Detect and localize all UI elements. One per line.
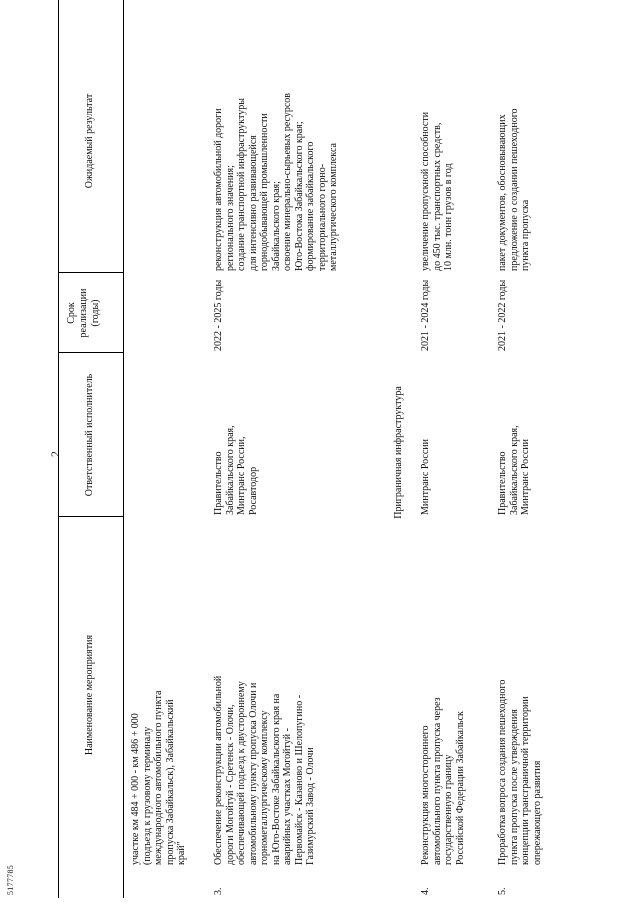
table-top-border (58, 0, 59, 898)
header-executor: Ответственный исполнитель (84, 373, 95, 497)
row-4-result: увеличение пропускной способности до 450 тыс. транспортных средств, 10 млн. тонн грузов в год (420, 111, 454, 271)
row-3-term: 2022 - 2025 годы (213, 279, 224, 351)
row-5-result: пакет документов, обосновывающих предложение о создании пешеходного пункта пропуска (497, 108, 531, 271)
row-3-result: реконструкция автомобильной дороги регионального значения; создание транспортной инфраструктуры для интенсивно развивающейся горнодобывающей промышленности Забайкальского края; освоение минерально-сырьевых ресурсов Юго-Востока Забайкальского края; формирование забайкальского территориального горно- металлургического комплекса (213, 92, 339, 271)
row-3-executor: Правительство Забайкальского края, Минтранс России, Росавтодор (213, 425, 259, 515)
continued-row-name: участке км 484 + 000 - км 486 + 000 (подъезд к грузовому терминалу международного автомобильного пункта пропуска Забайкальск), Забайкальский край" (130, 690, 187, 865)
col-divider-term-result (58, 272, 123, 273)
row-3-number: 3. (213, 887, 224, 895)
row-3-name: Обеспечение реконструкции автомобильной дороги Могойтуй - Сретенск - Олочи, обеспечивающей подъезд к двустороннему автомобильному пункту пропуска Олочи и горнометаллургическому комплексу на Юго-Востоке Забайкальского края на аварийных участках Могойтуй - Первомайск - Казаново и Шелопугино - Газимурский Завод - Олочи (213, 675, 316, 865)
row-5-term: 2021 - 2022 годы (497, 279, 508, 351)
row-5-name: Проработка вопроса создания пешеходного пункта пропуска после утверждения концепции трансграничной территории опережающего развития (497, 679, 543, 865)
col-divider-name-executor (58, 516, 123, 517)
section-title: Приграничная инфраструктура (393, 386, 404, 519)
row-4-number: 4. (420, 887, 431, 895)
header-name: Наименование мероприятия (84, 634, 95, 756)
row-5-executor: Правительство Забайкальского края, Минтранс России (497, 425, 531, 515)
header-term: Срок реализации (годы) (66, 288, 101, 338)
table-header-bottom-border (123, 0, 124, 898)
row-4-name: Реконструкция многостороннего автомобильного пункта пропуска через государственную границу Российской Федерации Забайкальск (420, 697, 466, 865)
row-4-executor: Минтранс России (420, 439, 431, 515)
col-divider-executor-term (58, 352, 123, 353)
document-id: 5177785 (6, 864, 15, 895)
page-number: 2 (48, 451, 62, 457)
header-result: Ожидаемый результат (84, 93, 95, 189)
row-5-number: 5. (497, 887, 508, 895)
row-4-term: 2021 - 2024 годы (420, 279, 431, 351)
